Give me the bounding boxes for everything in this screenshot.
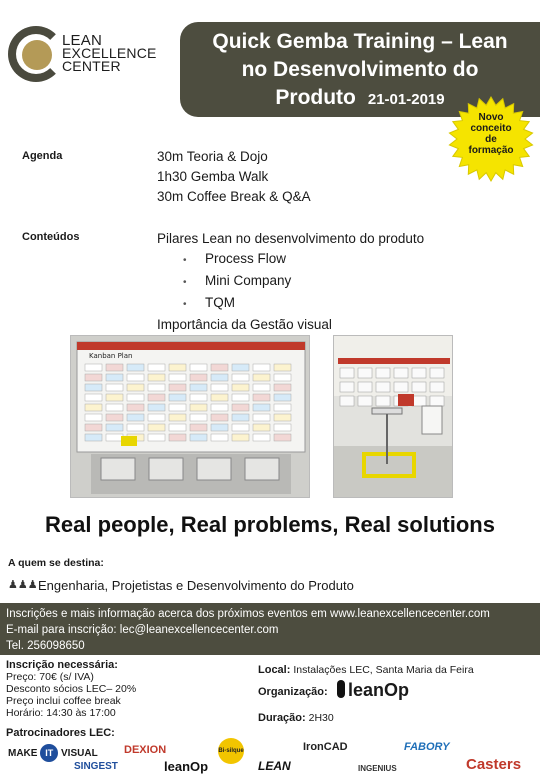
sponsor-leanop: leanOp <box>164 759 209 774</box>
contents-bullet <box>157 293 424 315</box>
kanban-card <box>148 374 165 381</box>
sponsor-fabory: FABORY <box>404 741 450 753</box>
kanban-board-title: Kanban Plan <box>89 352 133 360</box>
kanban-card <box>169 394 186 401</box>
kanban-card <box>85 424 102 431</box>
sponsor-ironcad: IronCAD <box>303 741 348 753</box>
logo-line1: LEAN <box>62 32 102 49</box>
kanban-card <box>169 414 186 421</box>
sponsors-label <box>6 727 115 739</box>
visual-station-image <box>334 336 453 498</box>
info-bar <box>0 603 540 655</box>
location <box>258 664 474 676</box>
station-card <box>340 396 354 406</box>
kanban-card <box>232 424 249 431</box>
photo-kanban-board <box>70 335 310 498</box>
contents-heading: Pilares Lean no desenvolvimento do produto <box>157 231 425 246</box>
kanban-card <box>127 404 144 411</box>
audience-label: A quem se destina: <box>8 557 104 569</box>
station-card <box>358 368 372 378</box>
kanban-card <box>190 374 207 381</box>
kanban-card <box>106 424 123 431</box>
organizer <box>258 686 328 698</box>
kanban-card <box>232 384 249 391</box>
station-card <box>430 396 444 406</box>
kanban-card <box>211 364 228 371</box>
station-card <box>358 396 372 406</box>
kanban-card <box>253 414 270 421</box>
sponsor-text: MAKE <box>8 748 38 759</box>
kanban-card <box>190 364 207 371</box>
station-card <box>394 368 408 378</box>
logo-line2: EXCELLENCE <box>62 45 157 61</box>
kanban-card <box>211 424 228 431</box>
kanban-card <box>232 404 249 411</box>
info-line1: Inscrições e mais informação acerca dos próximos eventos em www.leanexcellencecenter.com <box>6 608 490 620</box>
organizer-name: leanOp <box>348 680 410 700</box>
station-card <box>430 382 444 392</box>
event-date: 21-01-2019 <box>367 91 445 108</box>
sponsor-lean: LEAN <box>258 759 291 773</box>
kanban-card <box>169 384 186 391</box>
location-label: Local: <box>258 664 291 676</box>
agenda-label: Agenda <box>22 150 63 162</box>
contents-bullet-text: TQM <box>205 295 235 310</box>
kanban-card <box>190 384 207 391</box>
kanban-card <box>253 434 270 441</box>
kanban-card <box>232 374 249 381</box>
organizer-logo <box>337 680 409 701</box>
station-card <box>412 396 426 406</box>
agenda-item: 30m Coffee Break & Q&A <box>157 189 311 204</box>
sponsor-bisilque: Bi-silque <box>218 738 244 764</box>
bullet-icon: • <box>183 277 187 288</box>
kanban-card <box>190 424 207 431</box>
kanban-card <box>127 394 144 401</box>
kanban-card <box>106 364 123 371</box>
kanban-card <box>169 364 186 371</box>
duration-value: 2H30 <box>308 712 334 724</box>
kanban-card <box>274 374 291 381</box>
kanban-card <box>85 374 102 381</box>
kanban-board-image <box>71 336 310 498</box>
badge-line4: formação <box>468 145 514 156</box>
contents-bullet-text: Process Flow <box>205 251 287 266</box>
organizer-label: Organização: <box>258 686 328 698</box>
kanban-card <box>190 434 207 441</box>
contents-bullet <box>157 271 424 293</box>
contents-bullet <box>157 249 424 271</box>
contents-label: Conteúdos <box>22 231 80 243</box>
station-card <box>376 382 390 392</box>
kanban-card <box>274 394 291 401</box>
kanban-card <box>211 374 228 381</box>
station-card <box>340 382 354 392</box>
kanban-card <box>274 404 291 411</box>
kanban-card <box>232 434 249 441</box>
kanban-card <box>127 364 144 371</box>
kanban-card <box>211 414 228 421</box>
registration-line: Preço inclui coffee break <box>6 695 121 707</box>
kanban-card <box>148 424 165 431</box>
kanban-card <box>169 424 186 431</box>
kanban-card <box>232 364 249 371</box>
bullet-icon: • <box>183 299 187 310</box>
station-card <box>340 368 354 378</box>
photo-visual-station <box>333 335 453 498</box>
registration-label: Inscrição necessária: <box>6 659 118 671</box>
sponsor-dexion: DEXION <box>124 744 167 756</box>
station-card <box>376 368 390 378</box>
location-value: Instalações LEC, Santa Maria da Feira <box>293 664 474 676</box>
kanban-card <box>106 414 123 421</box>
station-card <box>430 368 444 378</box>
kanban-card <box>211 394 228 401</box>
kanban-card <box>85 434 102 441</box>
kanban-card <box>148 434 165 441</box>
kanban-card <box>106 434 123 441</box>
kanban-card <box>190 394 207 401</box>
kanban-card <box>253 424 270 431</box>
kanban-card <box>211 384 228 391</box>
title-line1: Quick Gemba Training – Lean <box>212 30 508 53</box>
kanban-card <box>211 404 228 411</box>
tagline: Real people, Real problems, Real solutions <box>45 512 495 537</box>
station-card <box>412 382 426 392</box>
kanban-card <box>253 384 270 391</box>
info-line3: Tel. 256098650 <box>6 640 85 652</box>
info-line2: E-mail para inscrição: lec@leanexcellencecenter.com <box>6 624 279 636</box>
station-card <box>394 382 408 392</box>
registration-details <box>6 659 136 719</box>
logo-dot <box>22 40 52 70</box>
kanban-card <box>148 394 165 401</box>
agenda-item: 1h30 Gemba Walk <box>157 169 269 184</box>
kanban-card <box>148 414 165 421</box>
kanban-card <box>106 384 123 391</box>
kanban-card <box>127 424 144 431</box>
kanban-card <box>274 364 291 371</box>
leanop-mark-icon <box>337 680 345 698</box>
kanban-card <box>148 384 165 391</box>
duration-label: Duração: <box>258 712 306 724</box>
sponsor-singest: SINGEST <box>74 761 118 772</box>
agenda-item: 30m Teoria & Dojo <box>157 149 268 164</box>
badge-line3: de <box>485 134 497 145</box>
sponsor-text: VISUAL <box>61 748 98 759</box>
contents-list <box>157 229 424 335</box>
kanban-card <box>106 374 123 381</box>
kanban-card <box>106 394 123 401</box>
audience-text: Engenharia, Projetistas e Desenvolvimento do Produto <box>38 578 354 593</box>
contents-footer: Importância da Gestão visual <box>157 317 332 332</box>
agenda-list <box>157 147 311 207</box>
badge-text <box>448 112 534 156</box>
kanban-card <box>85 414 102 421</box>
kanban-card <box>274 434 291 441</box>
title-line3-text: Produto <box>275 86 356 109</box>
kanban-card <box>169 404 186 411</box>
station-card <box>412 368 426 378</box>
badge-line1: Novo <box>478 112 504 123</box>
kanban-card <box>106 404 123 411</box>
kanban-card <box>253 374 270 381</box>
sponsor-casters: Casters <box>466 756 522 773</box>
kanban-card <box>274 384 291 391</box>
bullet-icon: • <box>183 255 187 266</box>
kanban-card <box>169 434 186 441</box>
kanban-card <box>148 404 165 411</box>
kanban-card <box>190 414 207 421</box>
kanban-card <box>274 414 291 421</box>
logo-line3: CENTER <box>62 58 121 74</box>
sponsors-label-text: Patrocinadores LEC: <box>6 727 115 739</box>
kanban-card <box>253 404 270 411</box>
registration-line: Desconto sócios LEC– 20% <box>6 683 137 695</box>
people-icon: ♟♟♟ <box>8 578 38 591</box>
kanban-card <box>274 424 291 431</box>
registration-line: Preço: 70€ (s/ IVA) <box>6 671 94 683</box>
kanban-card <box>127 384 144 391</box>
title-line2: no Desenvolvimento do <box>241 58 479 81</box>
contents-bullet-text: Mini Company <box>205 273 292 288</box>
new-concept-badge <box>448 96 534 182</box>
kanban-card <box>232 414 249 421</box>
kanban-card <box>127 414 144 421</box>
sponsor-ingenius: INGENIUS <box>358 764 397 773</box>
kanban-card <box>232 394 249 401</box>
badge-line2: conceito <box>470 123 512 134</box>
kanban-card <box>211 434 228 441</box>
kanban-card <box>190 404 207 411</box>
logo <box>62 34 157 73</box>
kanban-card <box>127 374 144 381</box>
kanban-card <box>148 364 165 371</box>
station-card <box>358 382 372 392</box>
kanban-card <box>85 394 102 401</box>
kanban-card <box>169 374 186 381</box>
kanban-card <box>85 364 102 371</box>
kanban-card <box>85 404 102 411</box>
kanban-card <box>85 384 102 391</box>
kanban-card <box>253 394 270 401</box>
kanban-card <box>253 364 270 371</box>
registration-line: Horário: 14:30 às 17:00 <box>6 707 116 719</box>
duration <box>258 712 334 724</box>
station-card <box>376 396 390 406</box>
sponsor-makeitvisual <box>8 744 98 762</box>
sponsor-it-icon: IT <box>40 744 58 762</box>
